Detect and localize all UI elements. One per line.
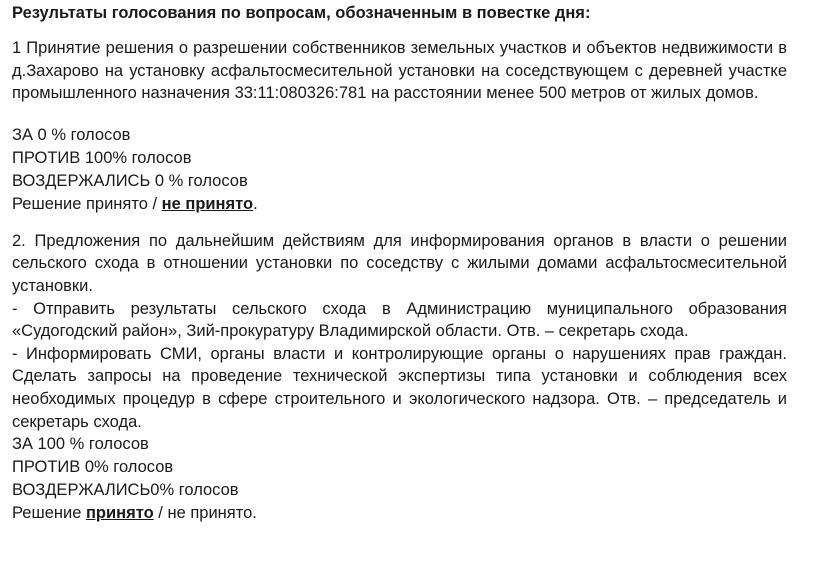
q1-decision-prefix: Решение принято / — [12, 194, 162, 213]
q1-decision — [12, 193, 821, 216]
q2-votes-abstain: ВОЗДЕРЖАЛИСЬ0% голосов — [12, 481, 239, 500]
q2-decision-prefix: Решение — [12, 504, 86, 523]
question-2-results — [12, 433, 821, 525]
question-1-text: 1 Принятие решения о разрешении собственников земельных участков и объектов недвижимости в д.Захарово на установку асфальтосмесительной установки на соседствующем с деревней участке промышленного назначения 33:11:080326:781 на расстоянии менее 500 метров от жилых домов. — [12, 39, 787, 103]
q2-votes-against: ПРОТИВ 0% голосов — [12, 458, 174, 477]
q2-decision-selected: принято — [85, 504, 154, 523]
q1-decision-suffix: . — [253, 194, 258, 213]
q2-votes-for: ЗА 100 % голосов — [12, 435, 149, 454]
document-heading: Результаты голосования по вопросам, обозначенным в повестке дня: — [12, 4, 591, 22]
q2-decision-suffix: / не принято. — [153, 504, 257, 523]
question-1-results — [12, 124, 821, 216]
question-2-action-2: - Информировать СМИ, органы власти и контролирующие органы о нарушениях прав граждан. Сделать запросы на проведение технической экспертизы типа установки и соблюдения всех необходимых процедур в сфере строительного и экологического надзора. Отв. – председатель и секретарь схода. — [12, 344, 787, 431]
q2-decision — [12, 502, 821, 525]
q1-decision-selected: не принято — [161, 194, 254, 213]
q1-votes-against: ПРОТИВ 100% голосов — [12, 148, 192, 167]
question-2-action-1: - Отправить результаты сельского схода в Администрацию муниципального образования «Судогодский район», Зий-прокуратуру Владимирской области. Отв. – секретарь схода. — [12, 299, 787, 341]
q1-votes-for: ЗА 0 % голосов — [12, 125, 131, 144]
q1-votes-abstain: ВОЗДЕРЖАЛИСЬ 0 % голосов — [12, 171, 248, 190]
question-2-text: 2. Предложения по дальнейшим действиям для информирования органов в власти о решении сельского схода в отношении установки по соседству с жилыми домами асфальтосмесительной установки. — [12, 231, 787, 295]
